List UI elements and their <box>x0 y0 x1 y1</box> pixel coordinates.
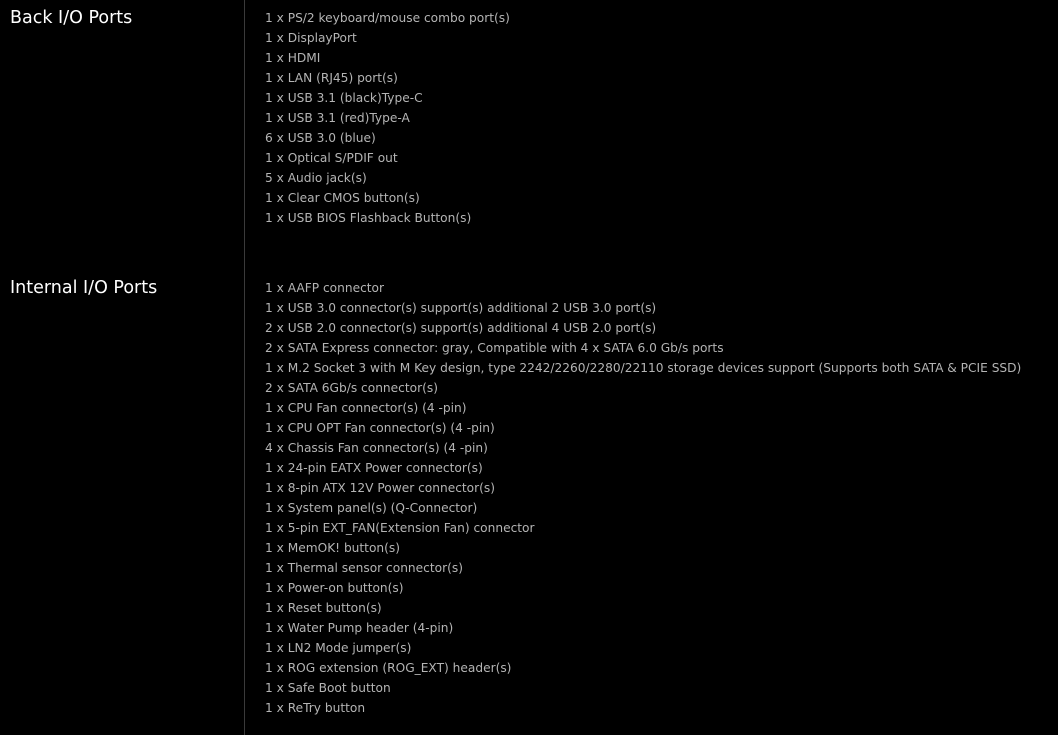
list-item: 1 x Reset button(s) <box>265 601 382 615</box>
list-item: 2 x SATA Express connector: gray, Compatible with 4 x SATA 6.0 Gb/s ports <box>265 341 724 355</box>
list-item: 1 x Safe Boot button <box>265 681 391 695</box>
list-item: 1 x DisplayPort <box>265 31 357 45</box>
list-item: 1 x USB 3.1 (black)Type-C <box>265 91 423 105</box>
list-item: 1 x 5-pin EXT_FAN(Extension Fan) connector <box>265 521 535 535</box>
list-item: 4 x Chassis Fan connector(s) (4 -pin) <box>265 441 488 455</box>
list-item: 1 x 24-pin EATX Power connector(s) <box>265 461 483 475</box>
list-item: 1 x ReTry button <box>265 701 366 715</box>
list-item: 6 x USB 3.0 (blue) <box>265 131 376 145</box>
back-io-spec-list <box>265 8 510 228</box>
section-title-internal-io: Internal I/O Ports <box>10 278 158 298</box>
list-item: 1 x PS/2 keyboard/mouse combo port(s) <box>265 11 510 25</box>
column-divider <box>244 0 245 735</box>
list-item: 1 x M.2 Socket 3 with M Key design, type 2242/2260/2280/22110 storage devices support (Supports both SATA & PCIE SSD) <box>265 361 1022 375</box>
section-title-back-io: Back I/O Ports <box>10 8 133 28</box>
list-item: 1 x LN2 Mode jumper(s) <box>265 641 412 655</box>
list-item: 1 x Optical S/PDIF out <box>265 151 398 165</box>
list-item: 5 x Audio jack(s) <box>265 171 367 185</box>
list-item: 1 x Water Pump header (4-pin) <box>265 621 454 635</box>
list-item: 1 x Thermal sensor connector(s) <box>265 561 463 575</box>
list-item: 1 x USB BIOS Flashback Button(s) <box>265 211 472 225</box>
list-item: 1 x Power-on button(s) <box>265 581 404 595</box>
list-item: 1 x CPU Fan connector(s) (4 -pin) <box>265 401 467 415</box>
list-item: 2 x USB 2.0 connector(s) support(s) additional 4 USB 2.0 port(s) <box>265 321 657 335</box>
list-item: 2 x SATA 6Gb/s connector(s) <box>265 381 438 395</box>
list-item: 1 x USB 3.0 connector(s) support(s) additional 2 USB 3.0 port(s) <box>265 301 657 315</box>
list-item: 1 x HDMI <box>265 51 321 65</box>
list-item: 1 x 8-pin ATX 12V Power connector(s) <box>265 481 495 495</box>
list-item: 1 x CPU OPT Fan connector(s) (4 -pin) <box>265 421 495 435</box>
list-item: 1 x Clear CMOS button(s) <box>265 191 420 205</box>
list-item: 1 x ROG extension (ROG_EXT) header(s) <box>265 661 512 675</box>
list-item: 1 x USB 3.1 (red)Type-A <box>265 111 410 125</box>
list-item: 1 x MemOK! button(s) <box>265 541 401 555</box>
list-item: 1 x LAN (RJ45) port(s) <box>265 71 398 85</box>
internal-io-spec-list <box>265 278 1021 718</box>
list-item: 1 x System panel(s) (Q-Connector) <box>265 501 478 515</box>
list-item: 1 x AAFP connector <box>265 281 385 295</box>
